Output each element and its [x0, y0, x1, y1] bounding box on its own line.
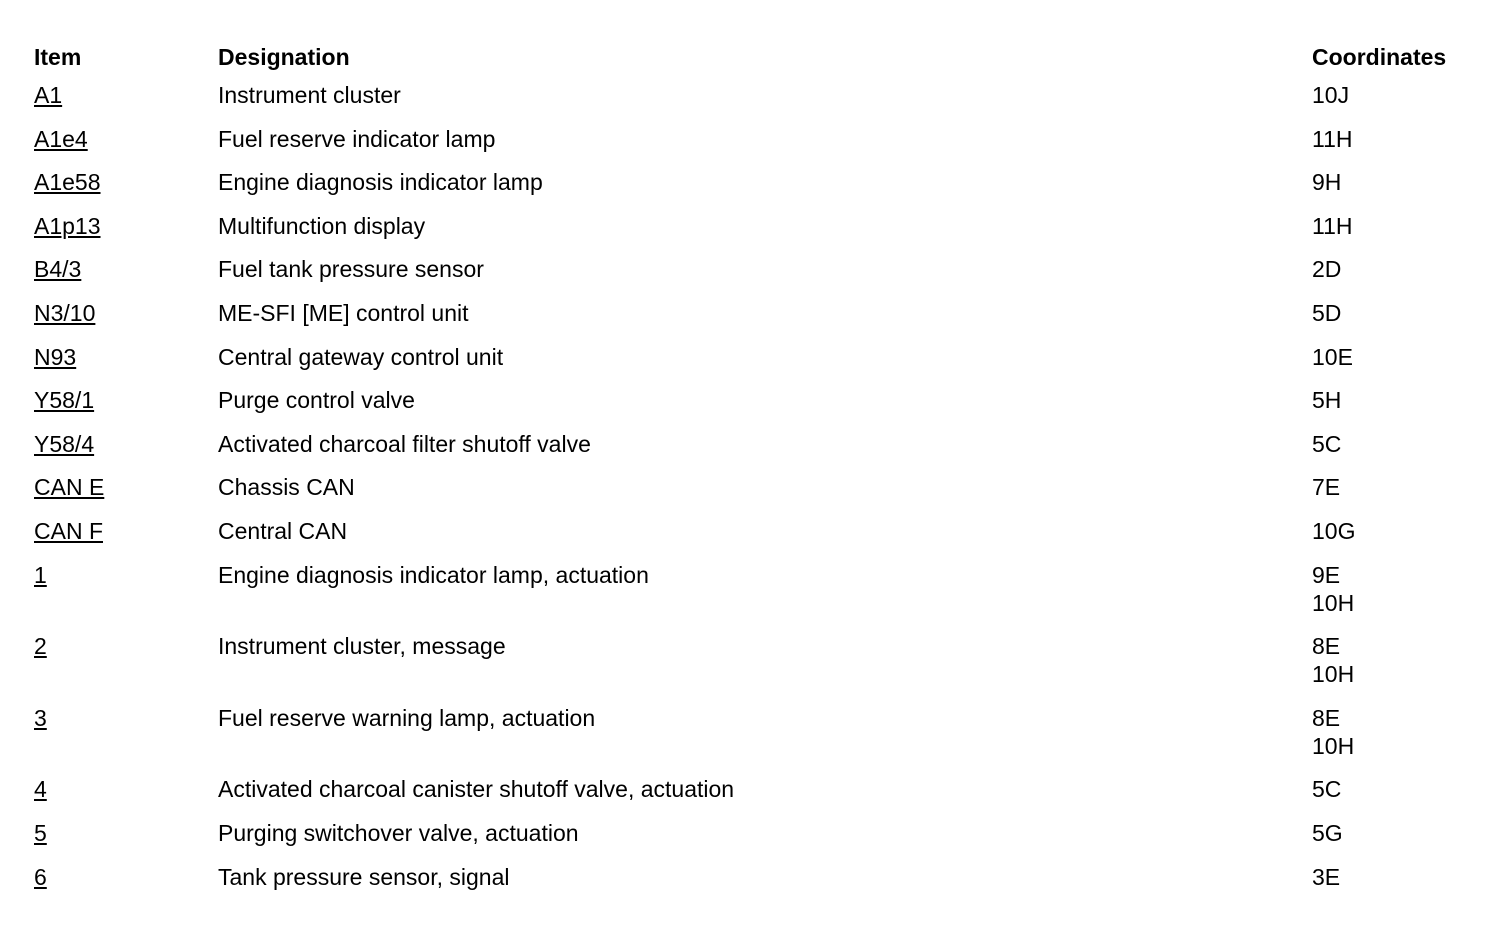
coordinates-cell: [1312, 254, 1474, 298]
header-row: [34, 40, 1474, 80]
item-cell: [34, 342, 218, 386]
table-row: [34, 385, 1474, 429]
item-link[interactable]: 5: [34, 819, 47, 846]
item-cell: [34, 560, 218, 632]
item-cell: [34, 124, 218, 168]
item-link[interactable]: A1e58: [34, 169, 101, 196]
coordinates-cell: [1312, 703, 1474, 775]
item-link[interactable]: A1e4: [34, 125, 88, 152]
coordinates-cell: [1312, 167, 1474, 211]
coordinate-value: 8E: [1312, 704, 1341, 731]
designation-cell: Instrument cluster: [218, 82, 401, 108]
coordinates-cell: [1312, 124, 1474, 168]
designation-cell: Activated charcoal filter shutoff valve: [218, 430, 591, 457]
table-row: [34, 80, 1474, 124]
item-link[interactable]: Y58/1: [34, 387, 95, 414]
item-cell: [34, 472, 218, 516]
item-link[interactable]: N3/10: [34, 299, 96, 326]
table-row: [34, 631, 1474, 703]
item-cell: [34, 818, 218, 862]
coordinates-cell: [1312, 516, 1474, 560]
table-row: [34, 298, 1474, 342]
header-coordinates: Coordinates: [1312, 44, 1447, 70]
coordinate-value: 11H: [1312, 125, 1353, 152]
item-cell: [34, 703, 218, 775]
item-link[interactable]: A1p13: [34, 212, 101, 239]
coordinates-cell: [1312, 429, 1474, 473]
designation-cell: Central gateway control unit: [218, 343, 504, 370]
table-row: [34, 862, 1474, 906]
item-cell: [34, 298, 218, 342]
item-cell: [34, 516, 218, 560]
coordinate-value: 10J: [1312, 82, 1350, 108]
coordinate-value: 10H: [1312, 589, 1355, 616]
designation-cell: Fuel reserve indicator lamp: [218, 125, 496, 152]
item-cell: [34, 254, 218, 298]
item-cell: [34, 80, 218, 124]
item-link[interactable]: 6: [34, 863, 47, 890]
item-link[interactable]: 3: [34, 704, 47, 731]
coordinate-value: 3E: [1312, 863, 1341, 890]
table-row: [34, 342, 1474, 386]
designation-cell: Chassis CAN: [218, 474, 355, 501]
coordinate-value: 11H: [1312, 212, 1353, 239]
coordinate-value: 9E: [1312, 561, 1341, 588]
item-cell: [34, 385, 218, 429]
coordinate-value: 5D: [1312, 299, 1342, 326]
item-link[interactable]: CAN F: [34, 517, 103, 544]
coordinates-cell: [1312, 342, 1474, 386]
designation-cell: Purging switchover valve, actuation: [218, 819, 579, 846]
designation-cell: Fuel reserve warning lamp, actuation: [218, 704, 596, 731]
coordinates-cell: [1312, 80, 1474, 124]
item-link[interactable]: A1: [34, 82, 63, 108]
designation-cell: Multifunction display: [218, 212, 426, 239]
table-row: [34, 703, 1474, 775]
legend-table-body: [34, 80, 1474, 905]
item-link[interactable]: CAN E: [34, 474, 105, 501]
table-row: [34, 818, 1474, 862]
table-row: [34, 516, 1474, 560]
coordinates-cell: [1312, 385, 1474, 429]
table-row: [34, 254, 1474, 298]
designation-cell: ME-SFI [ME] control unit: [218, 299, 469, 326]
header-designation: Designation: [218, 44, 350, 70]
designation-cell: Instrument cluster, message: [218, 633, 506, 660]
table-row: [34, 560, 1474, 632]
item-link[interactable]: 2: [34, 633, 47, 660]
coordinate-value: 2D: [1312, 256, 1342, 283]
coordinate-value: 5G: [1312, 819, 1343, 846]
table-row: [34, 211, 1474, 255]
table-row: [34, 167, 1474, 211]
designation-cell: Engine diagnosis indicator lamp: [218, 169, 543, 196]
designation-cell: Activated charcoal canister shutoff valve, actuation: [218, 776, 735, 803]
coordinates-cell: [1312, 631, 1474, 703]
item-link[interactable]: 4: [34, 776, 47, 803]
coordinate-value: 5H: [1312, 387, 1342, 414]
coordinates-cell: [1312, 211, 1474, 255]
coordinate-value: 7E: [1312, 474, 1341, 501]
coordinate-value: 8E: [1312, 633, 1341, 660]
table-row: [34, 472, 1474, 516]
item-link[interactable]: Y58/4: [34, 430, 95, 457]
table-row: [34, 774, 1474, 818]
designation-cell: Tank pressure sensor, signal: [218, 863, 510, 890]
coordinates-cell: [1312, 472, 1474, 516]
coordinates-cell: [1312, 560, 1474, 632]
header-item: Item: [34, 44, 82, 70]
item-cell: [34, 862, 218, 906]
designation-cell: Engine diagnosis indicator lamp, actuation: [218, 561, 649, 588]
coordinate-value: 5C: [1312, 430, 1342, 457]
item-link[interactable]: B4/3: [34, 256, 82, 283]
item-cell: [34, 631, 218, 703]
coordinates-cell: [1312, 774, 1474, 818]
item-link[interactable]: 1: [34, 561, 47, 588]
item-cell: [34, 211, 218, 255]
designation-cell: Central CAN: [218, 517, 348, 544]
coordinate-value: 10H: [1312, 661, 1355, 688]
legend-table-header: [34, 40, 1474, 80]
item-link[interactable]: N93: [34, 343, 77, 370]
coordinate-value: 5C: [1312, 776, 1342, 803]
coordinate-value: 10E: [1312, 343, 1353, 370]
coordinates-cell: [1312, 862, 1474, 906]
coordinates-cell: [1312, 818, 1474, 862]
designation-cell: Purge control valve: [218, 387, 415, 414]
table-row: [34, 429, 1474, 473]
coordinate-value: 10G: [1312, 517, 1356, 544]
item-cell: [34, 774, 218, 818]
coordinate-value: 10H: [1312, 732, 1355, 759]
item-cell: [34, 429, 218, 473]
legend-table: [34, 40, 1474, 905]
item-cell: [34, 167, 218, 211]
table-row: [34, 124, 1474, 168]
coordinates-cell: [1312, 298, 1474, 342]
coordinate-value: 9H: [1312, 169, 1342, 196]
designation-cell: Fuel tank pressure sensor: [218, 256, 484, 283]
